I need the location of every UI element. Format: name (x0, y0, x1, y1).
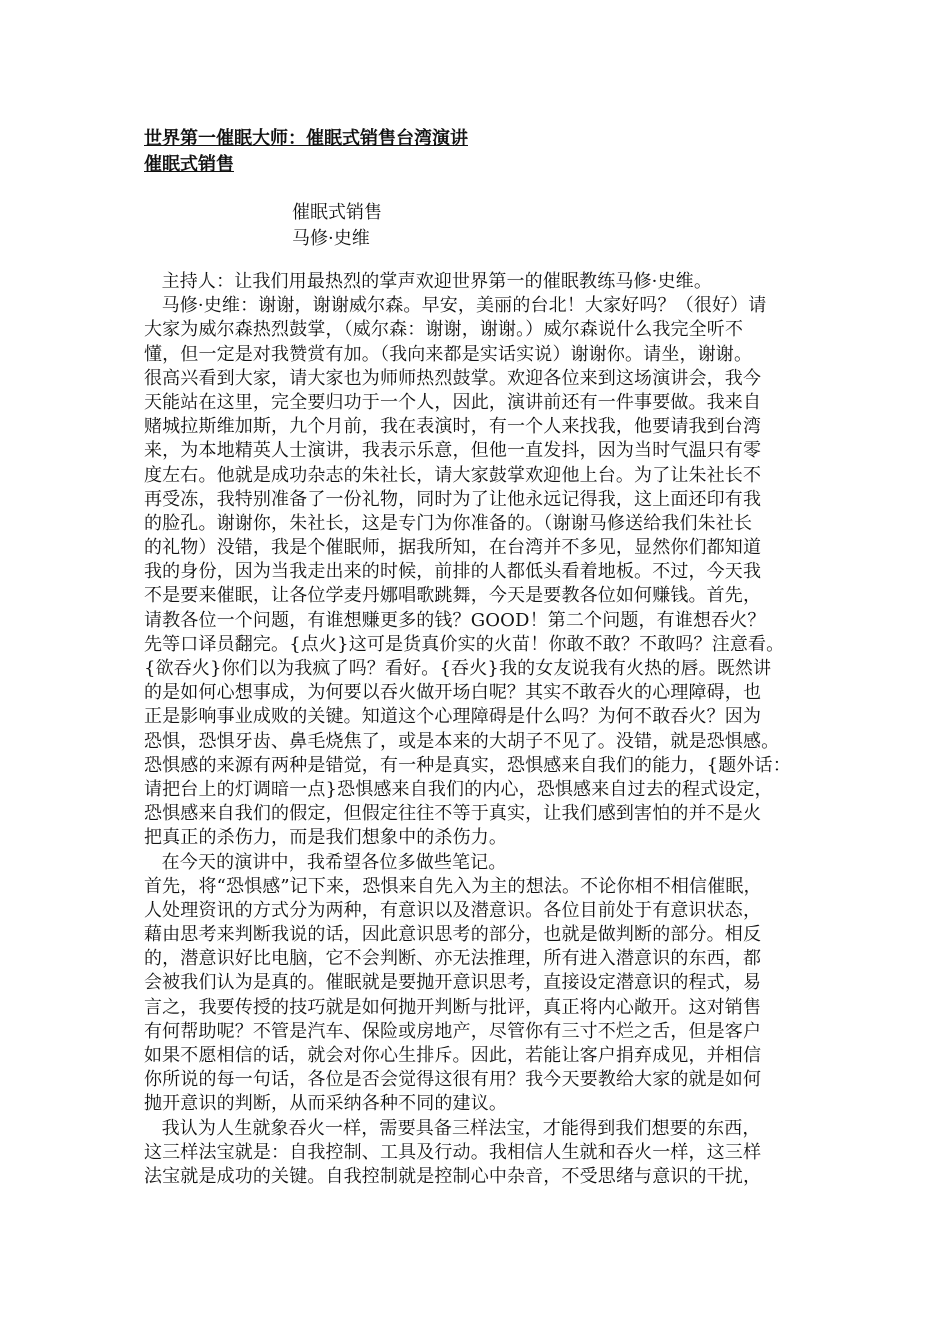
document-subtitle-link[interactable]: 催眠式销售 (144, 154, 234, 175)
text-line: 天能站在这里，完全要归功于一个人，因此，演讲前还有一件事要做。我来自 (144, 391, 762, 413)
text-line: 先等口译员翻完。{点火}这可是货真价实的火苗！你敢不敢？不敢吗？注意看。 (144, 633, 785, 655)
text-line: 来，为本地精英人士演讲，我表示乐意，但他一直发抖，因为当时气温只有零 (144, 440, 762, 462)
text-line: 懂，但一定是对我赞赏有加。（我向来都是实话实说）谢谢你。请坐，谢谢。 (144, 343, 753, 365)
text-line: 的，潜意识好比电脑，它不会判断、亦无法推理，所有进入潜意识的东西，都 (144, 948, 762, 970)
text-line: {欲吞火}你们以为我疯了吗？看好。{吞火}我的女友说我有火热的唇。既然讲 (144, 658, 772, 679)
body-text (144, 270, 834, 1189)
text-line: 我的身份，因为当我走出来的时候，前排的人都低头看着地板。不过，今天我 (144, 561, 762, 583)
text-line: 赌城拉斯维加斯，九个月前，我在表演时，有一个人来找我，他要请我到台湾 (144, 416, 762, 438)
text-line: 你所说的每一句话，各位是否会觉得这很有用？我今天要教给大家的就是如何 (144, 1069, 762, 1091)
text-line: 言之，我要传授的技巧就是如何抛开判断与批评，真正将内心敞开。这对销售 (144, 996, 762, 1018)
text-line: 恐惧，恐惧牙齿、鼻毛烧焦了，或是本来的大胡子不见了。没错，就是恐惧感。 (144, 730, 780, 752)
text-line: 再受冻，我特别准备了一份礼物，同时为了让他永远记得我，这上面还印有我 (144, 488, 762, 510)
text-line: 恐惧感的来源有两种是错觉，有一种是真实，恐惧感来自我们的能力，{题外话： (144, 754, 791, 776)
text-line: 在今天的演讲中，我希望各位多做些笔记。 (144, 851, 507, 873)
text-line: 这三样法宝就是：自我控制、工具及行动。我相信人生就和吞火一样，这三样 (144, 1141, 762, 1163)
text-line: 有何帮助呢？不管是汽车、保险或房地产，尽管你有三寸不烂之舌，但是客户 (144, 1020, 762, 1042)
text-line: 恐惧感来自我们的假定，但假定往往不等于真实，让我们感到害怕的并不是火 (144, 803, 762, 825)
text-line: 请把台上的灯调暗一点}恐惧感来自我们的内心，恐惧感来自过去的程式设定， (144, 778, 773, 800)
text-line: 的脸孔。谢谢你，朱社长，这是专门为你准备的。（谢谢马修送给我们朱社长 (144, 512, 753, 534)
text-line: 不是要来催眠，让各位学麦丹娜唱歌跳舞，今天是要教各位如何赚钱。首先， (144, 585, 762, 607)
author-name: 马修·史维 (292, 228, 370, 249)
text-line: 首先，将“恐惧感”记下来，恐惧来自先入为主的想法。不论你相不相信催眠， (144, 875, 762, 897)
text-line: 主持人：让我们用最热烈的掌声欢迎世界第一的催眠教练马修·史维。 (144, 271, 712, 292)
text-line: 藉由思考来判断我说的话，因此意识思考的部分，也就是做判断的部分。相反 (144, 924, 762, 946)
text-line: 把真正的杀伤力，而是我们想象中的杀伤力。 (144, 827, 507, 849)
text-line: 人处理资讯的方式分为两种，有意识以及潜意识。各位目前处于有意识状态， (144, 899, 762, 921)
text-line: 的礼物）没错，我是个催眠师，据我所知，在台湾并不多见，显然你们都知道 (144, 537, 762, 559)
text-line: 度左右。他就是成功杂志的朱社长，请大家鼓掌欢迎他上台。为了让朱社长不 (144, 464, 762, 486)
text-line: 的是如何心想事成，为何要以吞火做开场白呢？其实不敢吞火的心理障碍，也 (144, 682, 762, 704)
text-line: 抛开意识的判断，从而采纳各种不同的建议。 (144, 1093, 507, 1115)
text-line: 请教各位一个问题，有谁想赚更多的钱？GOOD！第二个问题，有谁想吞火？ (144, 609, 766, 631)
text-line: 大家为威尔森热烈鼓掌，（威尔森：谢谢，谢谢。）威尔森说什么我完全听不 (144, 319, 744, 341)
center-title: 催眠式销售 (292, 202, 382, 223)
text-line: 马修·史维：谢谢，谢谢威尔森。早安，美丽的台北！大家好吗？（很好）请 (144, 295, 767, 317)
document-title-link[interactable]: 世界第一催眠大师：催眠式销售台湾演讲 (144, 128, 468, 149)
text-line: 正是影响事业成败的关键。知道这个心理障碍是什么吗？为何不敢吞火？因为 (144, 706, 762, 728)
text-line: 我认为人生就象吞火一样，需要具备三样法宝，才能得到我们想要的东西， (144, 1117, 761, 1139)
text-line: 很高兴看到大家，请大家也为师师热烈鼓掌。欢迎各位来到这场演讲会，我今 (144, 367, 762, 389)
text-line: 法宝就是成功的关键。自我控制就是控制心中杂音，不受思绪与意识的干扰， (144, 1165, 762, 1187)
text-line: 如果不愿相信的话，就会对你心生排斥。因此，若能让客户捐弃成见，并相信 (144, 1045, 762, 1066)
text-line: 会被我们认为是真的。催眠就是要抛开意识思考，直接设定潜意识的程式，易 (144, 972, 762, 994)
